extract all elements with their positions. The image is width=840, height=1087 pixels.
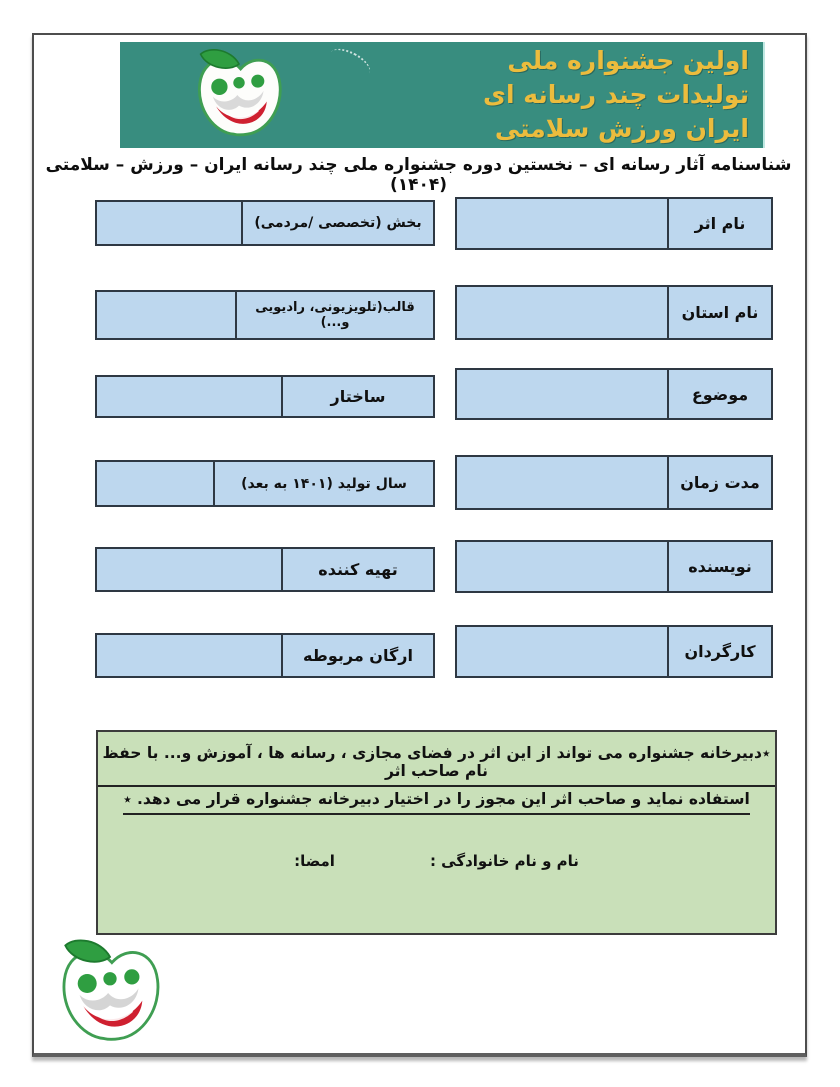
banner-line-3: ایران ورزش سلامتی (494, 114, 749, 143)
section-label: بخش (تخصصی /مردمی) (241, 202, 433, 244)
work-name-input[interactable] (457, 199, 667, 248)
full-name-label: نام و نام خانوادگی : (429, 852, 579, 870)
field-row-producer (95, 547, 435, 592)
field-row-work-name (455, 197, 773, 250)
signature-label: امضا: (294, 852, 335, 870)
banner-line-1: اولین جشنواره ملی (507, 46, 749, 75)
format-label: قالب(تلویزیونی، رادیویی و...) (235, 292, 433, 338)
field-row-section (95, 200, 435, 246)
director-label: کارگردان (667, 627, 771, 676)
field-row-subject (455, 368, 773, 420)
permission-notice-box (96, 730, 777, 935)
apple-face-logo-icon (154, 46, 324, 144)
field-row-director (455, 625, 773, 678)
structure-label: ساختار (281, 377, 433, 416)
work-name-label: نام اثر (667, 199, 771, 248)
province-input[interactable] (457, 287, 667, 338)
province-label: نام استان (667, 287, 771, 338)
signature-row (98, 852, 775, 870)
banner-line-2: تولیدات چند رسانه ای (483, 80, 749, 109)
field-row-structure (95, 375, 435, 418)
structure-input[interactable] (97, 377, 281, 416)
producer-input[interactable] (97, 549, 281, 590)
field-row-duration (455, 455, 773, 510)
writer-input[interactable] (457, 542, 667, 591)
organization-input[interactable] (97, 635, 281, 676)
banner-small-script-decoration (325, 43, 374, 83)
subject-label: موضوع (667, 370, 771, 418)
field-row-production-year (95, 460, 435, 507)
notice-line-2: استفاده نماید و صاحب اثر این مجوز را در اختیار دبیرخانه جشنواره قرار می دهد. ٭ (98, 790, 775, 815)
field-row-format (95, 290, 435, 340)
field-row-organization (95, 633, 435, 678)
banner-title-text (483, 44, 749, 146)
producer-label: تهیه کننده (281, 549, 433, 590)
field-row-writer (455, 540, 773, 593)
field-row-province (455, 285, 773, 340)
page-title: شناسنامه آثار رسانه ای – نخستین دوره جشنواره ملی چند رسانه ایران – ورزش – سلامتی (۱۴۰۴) (45, 155, 792, 195)
subject-input[interactable] (457, 370, 667, 418)
notice-line-1: ٭دبیرخانه جشنواره می تواند از این اثر در فضای مجازی ، رسانه ها ، آموزش و... با حفظ نام صاحب اثر (98, 744, 775, 787)
duration-label: مدت زمان (667, 457, 771, 508)
section-input[interactable] (97, 202, 241, 244)
festival-banner (120, 42, 765, 148)
organization-label: ارگان مربوطه (281, 635, 433, 676)
director-input[interactable] (457, 627, 667, 676)
format-input[interactable] (97, 292, 235, 338)
apple-face-logo-bottom-icon (52, 936, 168, 1050)
production-year-label: سال تولید (۱۴۰۱ به بعد) (213, 462, 433, 505)
duration-input[interactable] (457, 457, 667, 508)
writer-label: نویسنده (667, 542, 771, 591)
production-year-input[interactable] (97, 462, 213, 505)
